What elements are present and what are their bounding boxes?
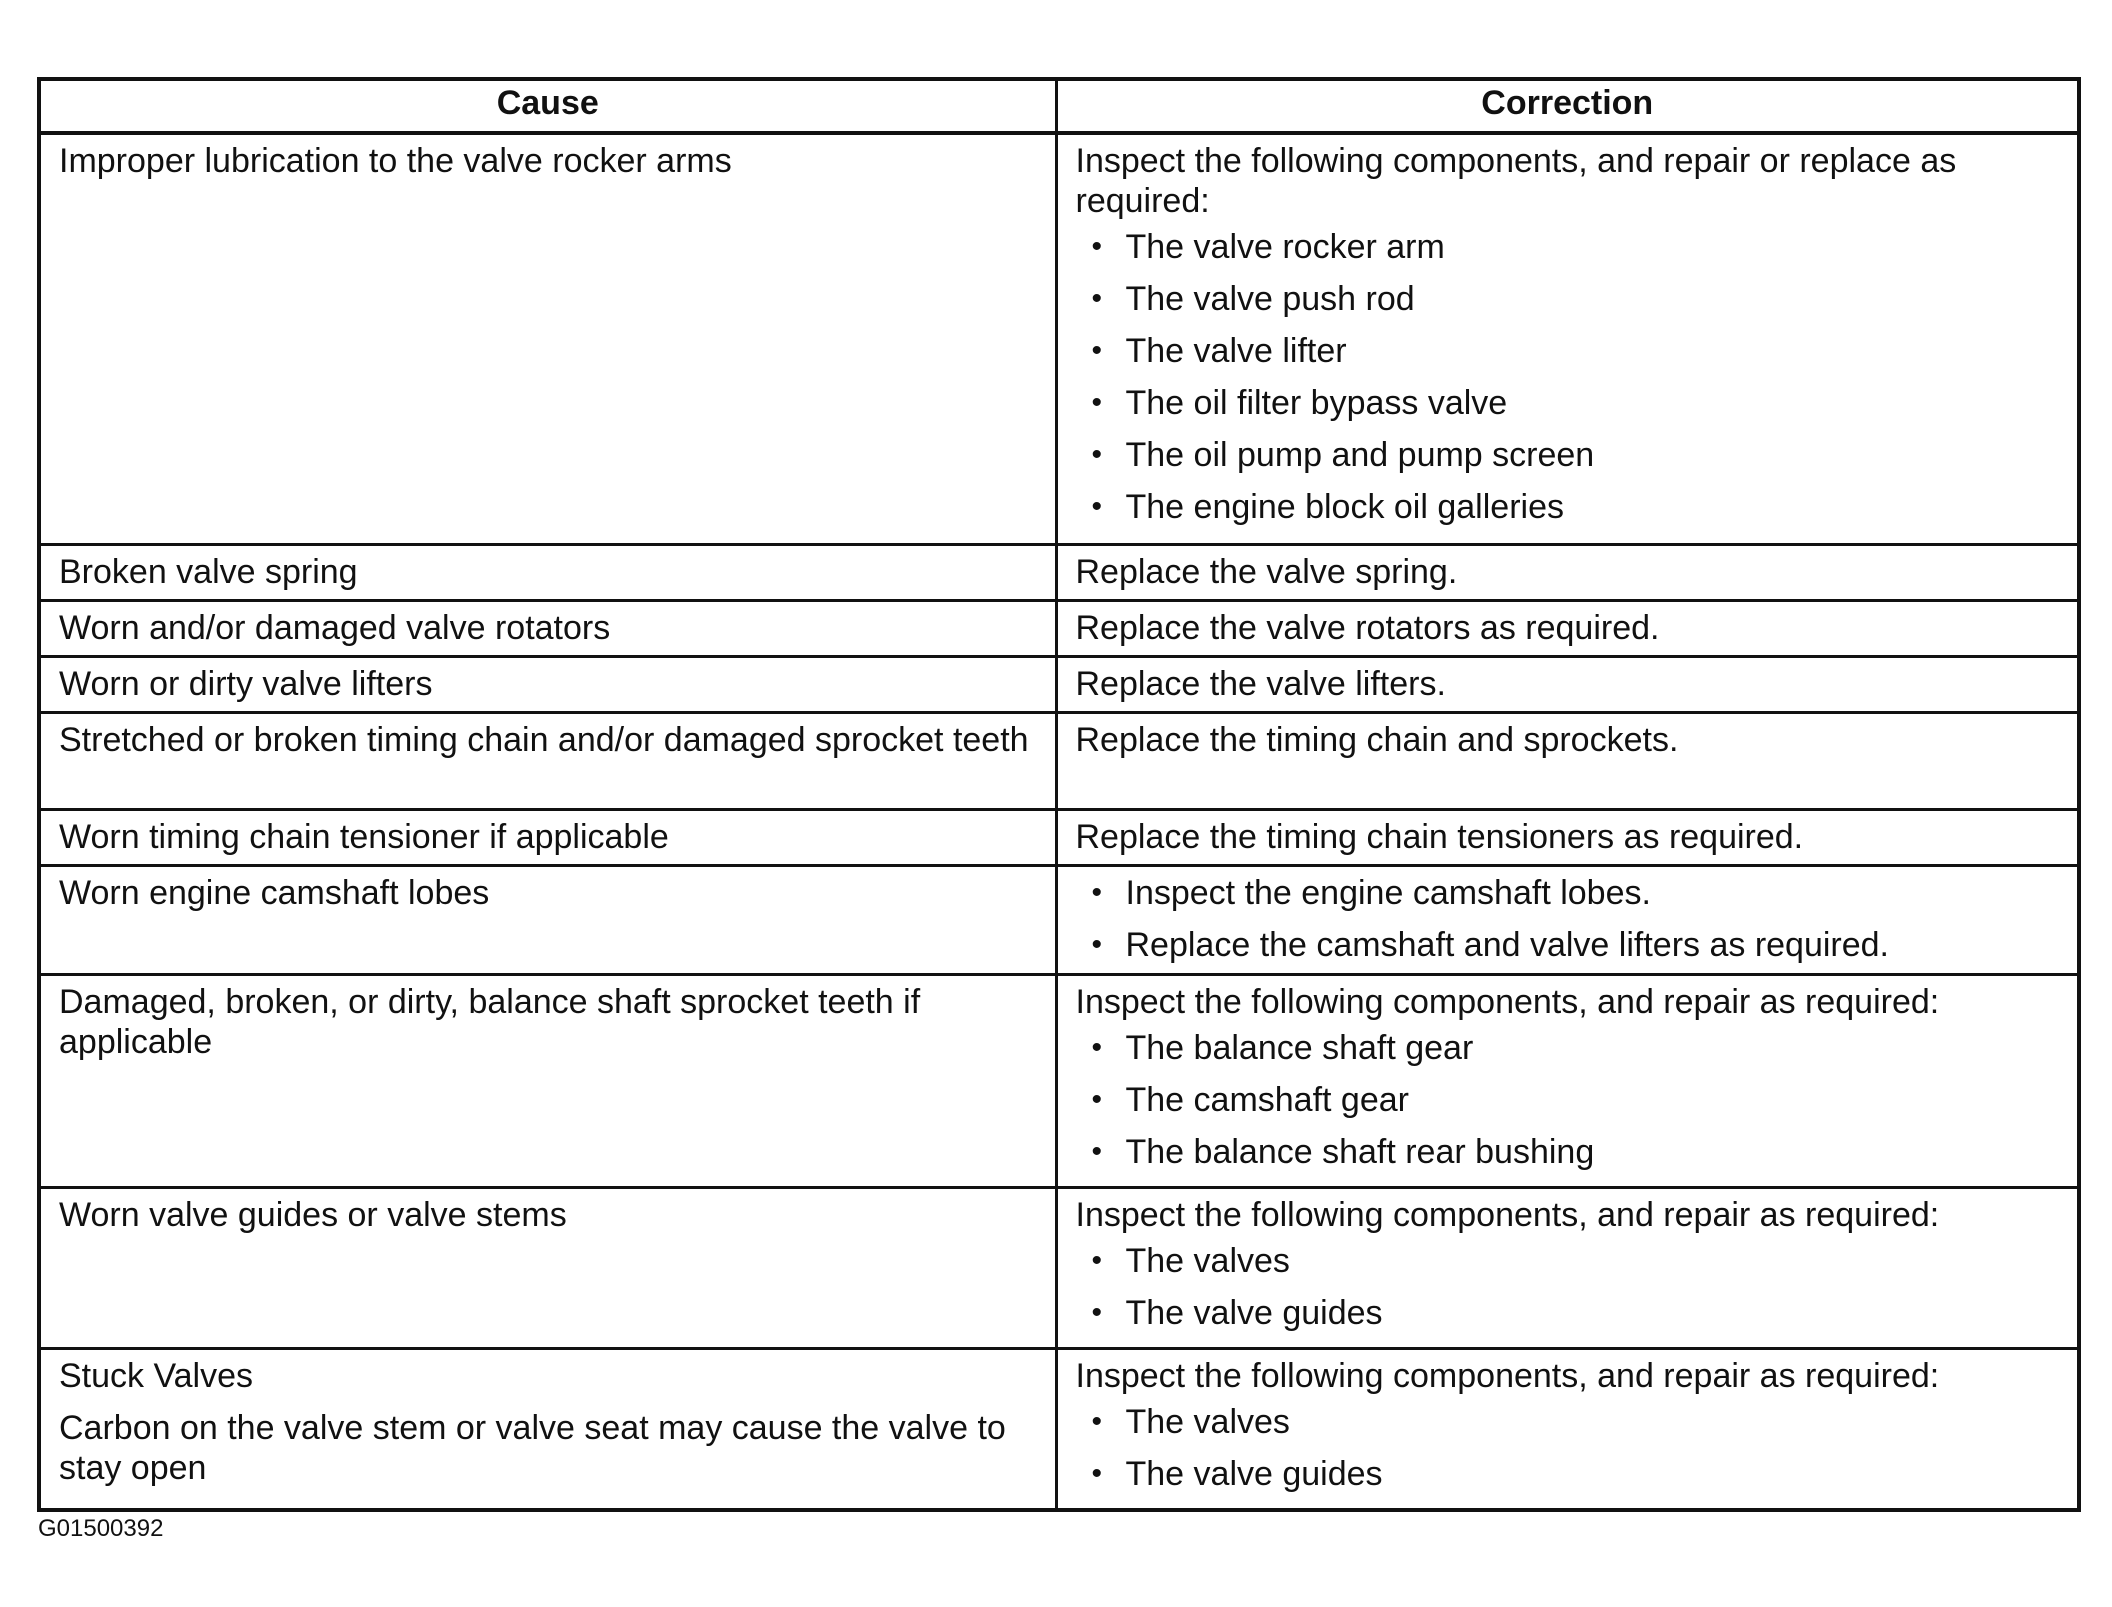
correction-text: Replace the valve spring. [1075, 553, 1458, 591]
table-row [39, 810, 2079, 866]
correction-text: Inspect the following components, and repair as required: [1075, 983, 1940, 1021]
list-item: • The oil pump and pump screen [1091, 436, 1595, 474]
correction-cell [1056, 866, 2079, 975]
component-list [1076, 1402, 2060, 1494]
bullet-icon: • [1091, 1244, 1103, 1277]
cause-cell [39, 975, 1056, 1188]
component-list [1076, 1241, 2060, 1333]
table-row [39, 133, 2079, 545]
correction-text: Replace the valve rotators as required. [1075, 609, 1660, 647]
bullet-icon: • [1091, 438, 1103, 471]
bullet-icon: • [1091, 230, 1103, 263]
correction-text: Inspect the following components, and repair as required: [1075, 1196, 1940, 1234]
table-row [39, 866, 2079, 975]
list-item: • The valve rocker arm [1091, 228, 1445, 266]
correction-cell [1056, 713, 2079, 810]
correction-header: Correction [1056, 79, 2079, 133]
correction-cell [1056, 810, 2079, 866]
cause-text: Improper lubrication to the valve rocker arms [59, 142, 732, 180]
bullet-icon: • [1091, 282, 1103, 315]
correction-text: Replace the timing chain and sprockets. [1075, 721, 1679, 759]
list-item: • The valves [1091, 1403, 1290, 1441]
list-item: • The valves [1091, 1242, 1290, 1280]
cause-cell [39, 866, 1056, 975]
bullet-icon: • [1091, 490, 1103, 523]
cause-note: Carbon on the valve stem or valve seat may cause the valve to stay open [59, 1409, 1006, 1487]
bullet-icon: • [1091, 1457, 1103, 1490]
list-item: • The valve lifter [1091, 332, 1347, 370]
table-row [39, 713, 2079, 810]
list-item: • The engine block oil galleries [1091, 488, 1564, 526]
table-row [39, 657, 2079, 713]
correction-cell [1056, 1188, 2079, 1349]
correction-text: Replace the timing chain tensioners as required. [1075, 818, 1804, 856]
correction-cell [1056, 975, 2079, 1188]
cause-cell [39, 713, 1056, 810]
cause-cell [39, 1349, 1056, 1511]
bullet-icon: • [1091, 928, 1103, 961]
cause-cell [39, 545, 1056, 601]
list-item: • The balance shaft gear [1091, 1029, 1474, 1067]
cause-text: Damaged, broken, or dirty, balance shaft sprocket teeth if applicable [59, 983, 921, 1061]
figure-id: G01500392 [38, 1515, 164, 1542]
bullet-icon: • [1091, 1296, 1103, 1329]
cause-cell [39, 1188, 1056, 1349]
bullet-icon: • [1091, 386, 1103, 419]
bullet-icon: • [1091, 1031, 1103, 1064]
list-item: • The balance shaft rear bushing [1091, 1133, 1595, 1171]
list-item: • The camshaft gear [1091, 1081, 1409, 1119]
cause-cell [39, 601, 1056, 657]
bullet-icon: • [1091, 334, 1103, 367]
cause-text: Worn engine camshaft lobes [59, 874, 490, 912]
cause-cell [39, 657, 1056, 713]
bullet-icon: • [1091, 1135, 1103, 1168]
cause-text: Stuck Valves [59, 1357, 254, 1395]
bullet-icon: • [1091, 1083, 1103, 1116]
list-item: • Replace the camshaft and valve lifters as required. [1091, 926, 1890, 964]
component-list [1076, 1028, 2060, 1172]
list-item: • Inspect the engine camshaft lobes. [1091, 874, 1651, 912]
cause-text: Worn valve guides or valve stems [59, 1196, 567, 1234]
cause-cell [39, 133, 1056, 545]
diagnostic-table-container [37, 77, 2077, 1512]
cause-text: Worn and/or damaged valve rotators [59, 609, 611, 647]
table-row [39, 1188, 2079, 1349]
list-item: • The oil filter bypass valve [1091, 384, 1508, 422]
cause-text: Stretched or broken timing chain and/or damaged sprocket teeth [59, 721, 1029, 759]
cause-text: Broken valve spring [59, 553, 358, 591]
header-row [39, 79, 2079, 133]
correction-cell [1056, 545, 2079, 601]
list-item: • The valve guides [1091, 1294, 1383, 1332]
table-row [39, 975, 2079, 1188]
cause-header: Cause [39, 79, 1056, 133]
table-row [39, 1349, 2079, 1511]
cause-text: Worn or dirty valve lifters [59, 665, 433, 703]
bullet-icon: • [1091, 1405, 1103, 1438]
table-row [39, 545, 2079, 601]
correction-cell [1056, 133, 2079, 545]
correction-cell [1056, 1349, 2079, 1511]
correction-text: Replace the valve lifters. [1075, 665, 1446, 703]
component-list [1076, 227, 2060, 527]
list-item: • The valve push rod [1091, 280, 1415, 318]
action-list [1076, 873, 2060, 965]
table-row [39, 601, 2079, 657]
cause-cell [39, 810, 1056, 866]
correction-cell [1056, 657, 2079, 713]
cause-text: Worn timing chain tensioner if applicable [59, 818, 669, 856]
correction-text: Inspect the following components, and repair or replace as required: [1075, 142, 1957, 220]
correction-text: Inspect the following components, and repair as required: [1075, 1357, 1940, 1395]
diagnostic-table [37, 77, 2081, 1512]
correction-cell [1056, 601, 2079, 657]
bullet-icon: • [1091, 876, 1103, 909]
list-item: • The valve guides [1091, 1455, 1383, 1493]
